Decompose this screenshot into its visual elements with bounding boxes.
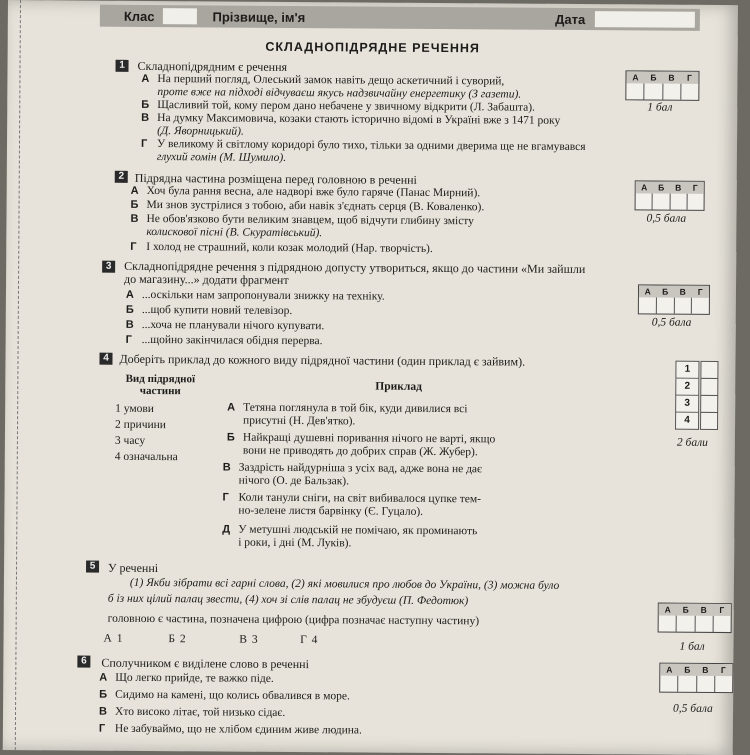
- q4-types: [115, 401, 178, 465]
- question-number-5: 5: [86, 561, 99, 573]
- q4-example-b: Б Найкращі душевні поривання нічого не варті, якщо вони не приводять до добрих справ (Ж. Жубер).: [226, 431, 496, 459]
- worksheet: [3, 0, 738, 755]
- q4-score: 2 бали: [676, 436, 708, 449]
- q6-option-a: А Що легко прийде, те важко піде.: [99, 671, 274, 685]
- header-bar: [100, 5, 700, 31]
- q2-option-g: Г І холод не страшний, коли козак молодий (Нар. творчість).: [130, 240, 433, 255]
- q4-stem: Доберіть приклад до кожного виду підрядної частини (один приклад є зайвим).: [119, 351, 526, 369]
- q3-option-v: В ...хоча не планували нічого купувати.: [125, 318, 325, 333]
- q6-answer-grid[interactable]: А Б В Г: [659, 663, 733, 694]
- q2-option-v: В Не обов'язково бути великим знавцем, щоб відчути глибину змісту колискової пісні (В. Скуратівський).: [130, 212, 474, 240]
- q2-score: 0,5 бала: [646, 212, 687, 225]
- page-title: СКЛАДНОПІДРЯДНЕ РЕЧЕННЯ: [265, 39, 480, 56]
- date-label: Дата: [555, 11, 586, 27]
- q2-option-a: А Хоч була рання весна, але надворі вже було гаряче (Панас Мирний).: [130, 184, 481, 200]
- q2-answer-grid[interactable]: А Б В Г: [635, 180, 705, 210]
- q3-option-g: Г ...щойно закінчилася обідня перерва.: [125, 333, 323, 348]
- q5-instruction: головною є частина, позначена цифрою (цифра позначає наступну частину): [107, 612, 480, 628]
- q2-option-b: Б Ми знов зустрілися з тобою, аби навік з'єднать серця (В. Коваленко).: [130, 198, 485, 214]
- q5-sentence-line1: (1) Якби зібрати всі гарні слова, (2) які мовилися про любов до України, (3) можна було: [129, 576, 560, 592]
- q1-score: 1 бал: [647, 101, 673, 114]
- q2-stem: Підрядна частина розміщена перед головною в реченні: [134, 170, 417, 187]
- q6-option-g: Г Не забуваймо, що не хлібом єдиним живе людина.: [98, 722, 362, 737]
- q3-score: 0,5 бала: [651, 316, 692, 329]
- q5-stem: У реченні: [107, 560, 159, 576]
- question-number-3: 3: [102, 261, 115, 273]
- q5-answers: А 1 Б 2 В 3 Г 4: [103, 632, 318, 647]
- q1-option-g: Г У великому й світлому коридорі було тихо, тільки за одними дверима ще не вгамувався глухий гомін (М. Шумило).: [140, 137, 586, 164]
- q1-option-a: А На перший погляд, Олеський замок навіть дещо аскетичний і суворий, проте вже на підході відчуваєш якусь надзвичайну енергетику (З газети).: [141, 72, 522, 101]
- q5-sentence-line2: б із них цілий палац звести, (4) хоч зі слів палац не збудуєш (П. Федотюк): [107, 592, 469, 608]
- q5-score: 1 бал: [679, 640, 705, 653]
- date-field[interactable]: [595, 11, 695, 28]
- q3-option-b: Б ...щоб купити новий телевізор.: [125, 303, 293, 317]
- q5-answer-grid[interactable]: А Б В Г: [658, 603, 732, 634]
- q1-answer-grid[interactable]: А Б В Г: [625, 70, 699, 101]
- q4-example-a: А Тетяна поглянула в той бік, куди дивилися всі присутні (Н. Дев'ятко).: [227, 401, 468, 428]
- q6-score: 0,5 бала: [673, 702, 713, 715]
- class-label: Клас: [123, 8, 155, 24]
- q1-option-v: В На думку Максимовича, козаки стають історично відомі в Україні вже з 1471 року (Д. Яворницький).: [141, 111, 561, 138]
- q4-type-4: 4 означальна: [114, 450, 178, 464]
- q4-type-1: 1 умови: [115, 402, 155, 416]
- q4-example-d: Д У метушні людській не помічаю, як проминають і роки, і дні (М. Луків).: [222, 523, 478, 550]
- q4-type-2: 2 причини: [114, 418, 167, 432]
- q6-stem: Сполучником є виділене слово в реченні: [101, 655, 310, 672]
- question-number-2: 2: [115, 171, 128, 183]
- name-label: Прізвище, ім'я: [212, 8, 306, 25]
- question-number-6: 6: [77, 656, 90, 668]
- q6-option-v: В Хто високо літає, той низько сідає.: [98, 705, 286, 719]
- q6-option-b: Б Сидимо на камені, що колись обвалився в море.: [99, 688, 350, 703]
- q4-example-v: В Заздрість найдурніша з усіх вад, адже вона не дає нічого (О. де Бальзак).: [222, 461, 483, 488]
- cut-line: [15, 0, 21, 750]
- q4-answer-grid[interactable]: 1 2 3 4: [675, 361, 699, 430]
- q4-example-g: Г Коли танули сніги, на світ вибивалося цупке тем- но-зелене листя барвінку (Є. Гуцало).: [222, 491, 482, 518]
- class-field[interactable]: [162, 8, 196, 24]
- q4-right-header: Приклад: [375, 380, 422, 393]
- q3-answer-grid[interactable]: А Б В Г: [638, 284, 710, 315]
- q1-option-b: Б Щасливий той, кому пером дано небачене у звичному відкрити (Л. Забашта).: [141, 98, 535, 114]
- q3-stem: Складнопідрядне речення з підрядною допусту утвориться, якщо до частини «Ми зайшли до магазину...» додати фрагмент: [124, 258, 586, 287]
- question-number-1: 1: [116, 60, 129, 72]
- question-number-4: 4: [99, 353, 112, 365]
- q4-type-3: 3 часу: [114, 434, 146, 447]
- q1-stem: Складнопідрядним є речення: [137, 58, 288, 74]
- q3-option-a: А ...оскільки нам запропонували знижку на техніку.: [125, 288, 385, 303]
- q4-left-header: Вид підрядної частини: [125, 372, 196, 398]
